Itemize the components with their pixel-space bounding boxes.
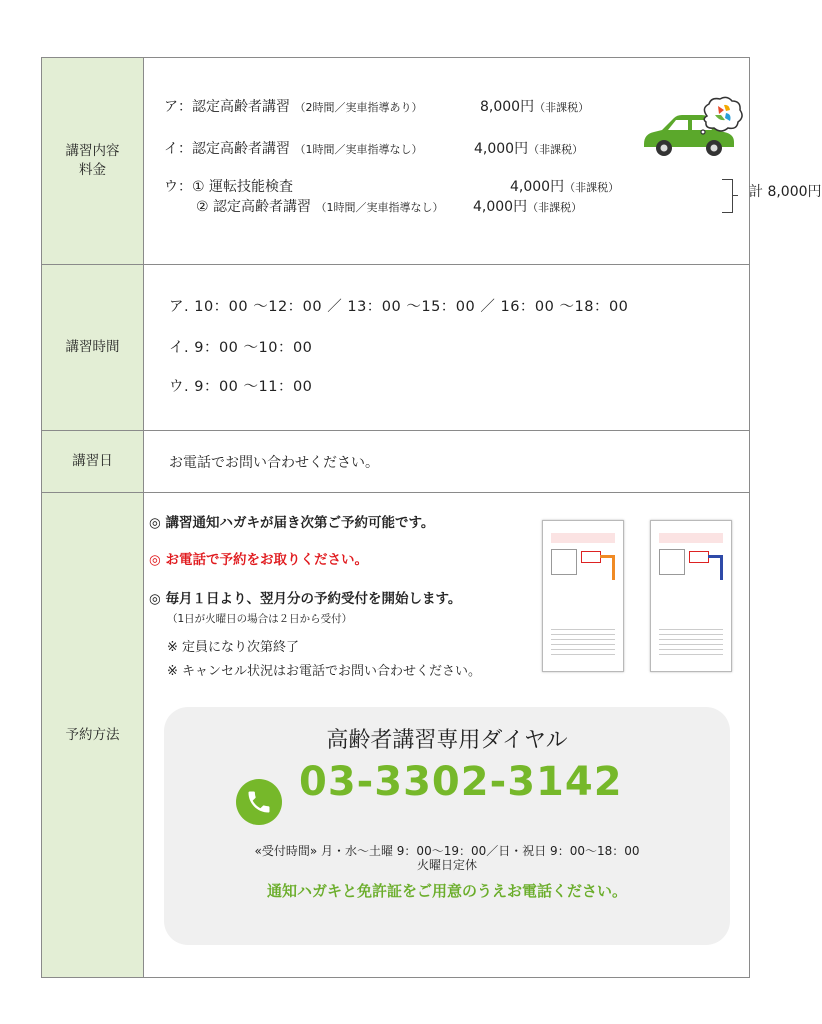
call-instruction: 通知ハガキと免許証をご用意のうえお電話ください。 (266, 882, 627, 900)
fee-label-cell (42, 58, 144, 265)
reserve-item-3: ◎ 毎月１日より、翌月分の予約受付を開始します。 (149, 591, 462, 607)
time-label: 講習時間 (65, 339, 120, 355)
time-a: ア. 10：00 ～12：00 ／ 13：00 ～15：00 ／ 16：00 ～18：00 (169, 299, 629, 315)
time-b: イ. 9：00 ～10：00 (169, 340, 313, 356)
fee-price-a: 8,000円（非課税） (480, 99, 590, 115)
fee-content-cell (144, 58, 822, 265)
fee-price-c2: 4,000円（非課税） (473, 199, 583, 215)
panel-title: 高齢者講習専用ダイヤル (326, 728, 568, 753)
reserve-label: 予約方法 (65, 726, 120, 743)
fee-item-a: ア：認定高齢者講習 （2時間／実車指導あり） (164, 99, 423, 115)
fee-price-b: 4,000円（非課税） (474, 141, 584, 157)
reserve-item-1: ◎ 講習通知ハガキが届き次第ご予約可能です。 (149, 515, 435, 531)
reserve-note-3: ※ キャンセル状況はお電話でお問い合わせください。 (167, 664, 482, 679)
postcard-image-2 (650, 520, 732, 672)
postcard-image (542, 520, 624, 672)
fee-item-c2: ② 認定高齢者講習 （1時間／実車指導なし） (196, 199, 444, 215)
reserve-label-cell (42, 493, 144, 978)
course-info-table (41, 57, 822, 978)
reserve-note-1: （1日が火曜日の場合は２日から受付） (167, 613, 353, 625)
fee-item-b: イ：認定高齢者講習 （1時間／実車指導なし） (164, 141, 423, 157)
fee-price-c1: 4,000円（非課税） (510, 179, 620, 195)
time-content-cell (144, 265, 750, 431)
hours-line1: «受付時間» 月・水～土曜 9：00～19：00／日・祝日 9：00～18：00 (254, 844, 640, 858)
fee-item-c1: ウ：① 運転技能検査 (164, 179, 294, 195)
fee-label-line2: 料金 (79, 162, 106, 178)
fee-total: 計 8,000円 (749, 184, 822, 200)
day-label: 講習日 (72, 453, 113, 469)
reserve-note-2: ※ 定員になり次第終了 (167, 640, 300, 655)
fee-label-line1: 講習内容 (65, 143, 120, 159)
day-label-cell (42, 431, 144, 493)
phone-icon (236, 779, 282, 825)
phone-panel (164, 707, 730, 945)
time-label-cell (42, 265, 144, 431)
fee-bracket (722, 179, 733, 213)
reception-hours (164, 844, 730, 872)
phone-number[interactable]: 03-3302-3142 (299, 759, 623, 805)
hours-line2: 火曜日定休 (416, 858, 477, 872)
thought-bubble-icon (699, 96, 745, 138)
reserve-content-cell (144, 493, 750, 978)
time-c: ウ. 9：00 ～11：00 (169, 379, 313, 395)
reserve-item-2: ◎ お電話で予約をお取りください。 (149, 552, 368, 568)
day-text: お電話でお問い合わせください。 (169, 454, 379, 471)
day-content-cell (144, 431, 750, 493)
